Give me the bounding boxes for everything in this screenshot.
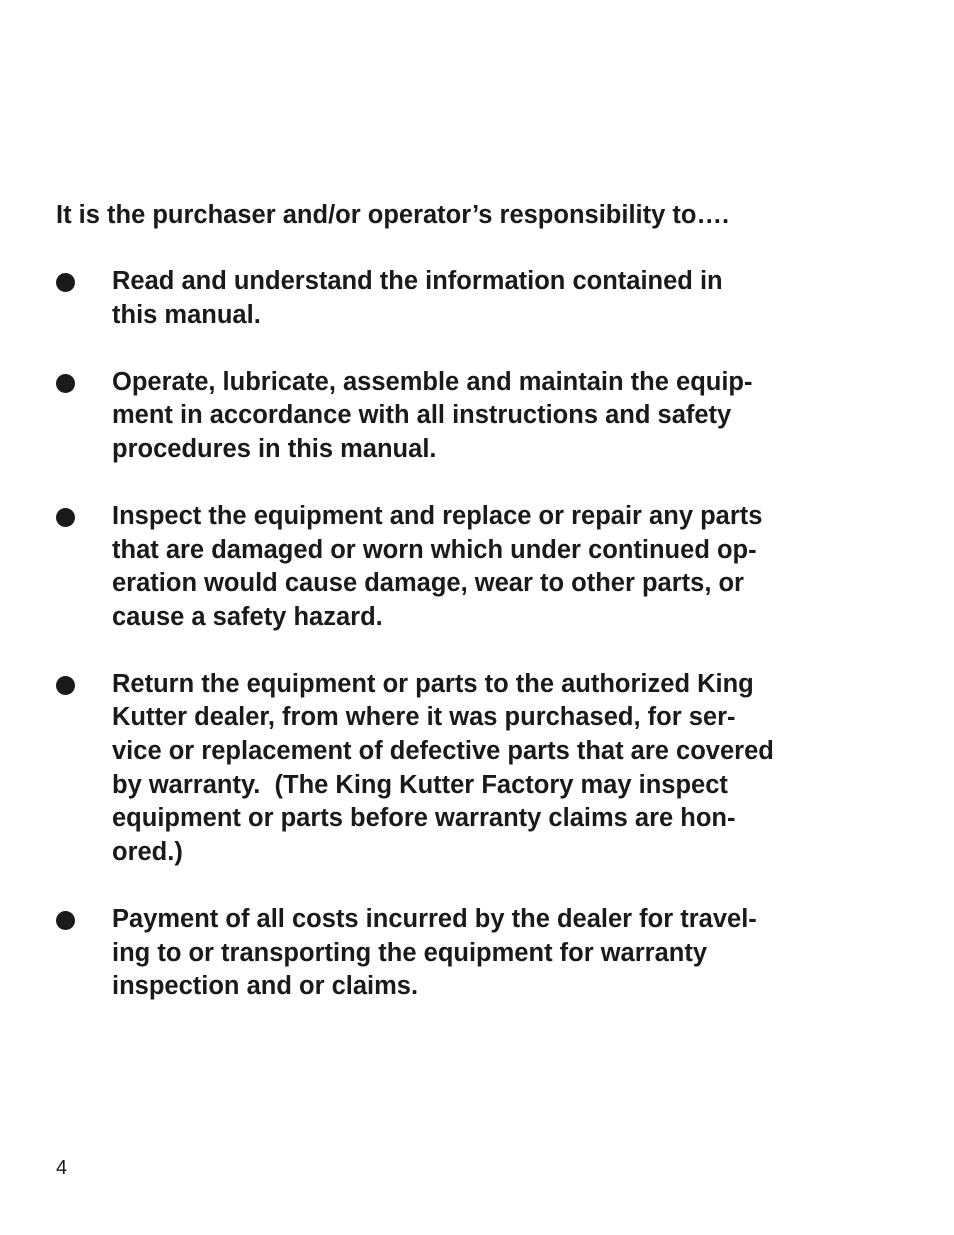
- list-item-line: ment in accordance with all instructions and safety: [112, 401, 732, 430]
- bullet-dot-icon: [56, 676, 75, 695]
- list-item-line: Return the equipment or parts to the authorized King: [112, 669, 754, 698]
- bullet-dot-icon: [56, 911, 75, 930]
- list-item-line: Kutter dealer, from where it was purchased, for ser-: [112, 703, 736, 732]
- bullet-dot-icon: [56, 273, 75, 292]
- list-item: [56, 668, 916, 870]
- list-item-line: Inspect the equipment and replace or repair any parts: [112, 501, 763, 530]
- list-item-line: equipment or parts before warranty claims are hon-: [112, 804, 736, 833]
- list-item: [56, 903, 916, 1004]
- list-item-line: Read and understand the information contained in: [112, 267, 723, 295]
- list-item: [56, 265, 916, 332]
- list-item-line: that are damaged or worn which under continued op-: [112, 535, 757, 564]
- list-item-line: Operate, lubricate, assemble and maintain the equip-: [112, 367, 753, 396]
- list-item-line: procedures in this manual.: [112, 434, 437, 463]
- responsibility-list: [56, 265, 916, 1037]
- list-item-line: cause a safety hazard.: [112, 602, 383, 631]
- list-item: [56, 500, 916, 634]
- page-number: 4: [56, 1157, 68, 1179]
- list-item-line: ored.): [112, 837, 183, 866]
- list-item-line: Payment of all costs incurred by the dealer for travel-: [112, 904, 757, 933]
- list-item-line: eration would cause damage, wear to other parts, or: [112, 569, 744, 598]
- bullet-dot-icon: [56, 508, 75, 527]
- list-item-line: this manual.: [112, 300, 261, 329]
- list-item-line: vice or replacement of defective parts that are covered: [112, 737, 774, 766]
- list-item: [56, 366, 916, 467]
- list-item-line: ing to or transporting the equipment for warranty: [112, 938, 708, 967]
- intro-heading: It is the purchaser and/or operator’s responsibility to….: [56, 201, 730, 229]
- list-item-line: by warranty. (The King Kutter Factory may inspect: [112, 770, 728, 799]
- list-item-line: inspection and or claims.: [112, 972, 419, 1001]
- bullet-dot-icon: [56, 374, 75, 393]
